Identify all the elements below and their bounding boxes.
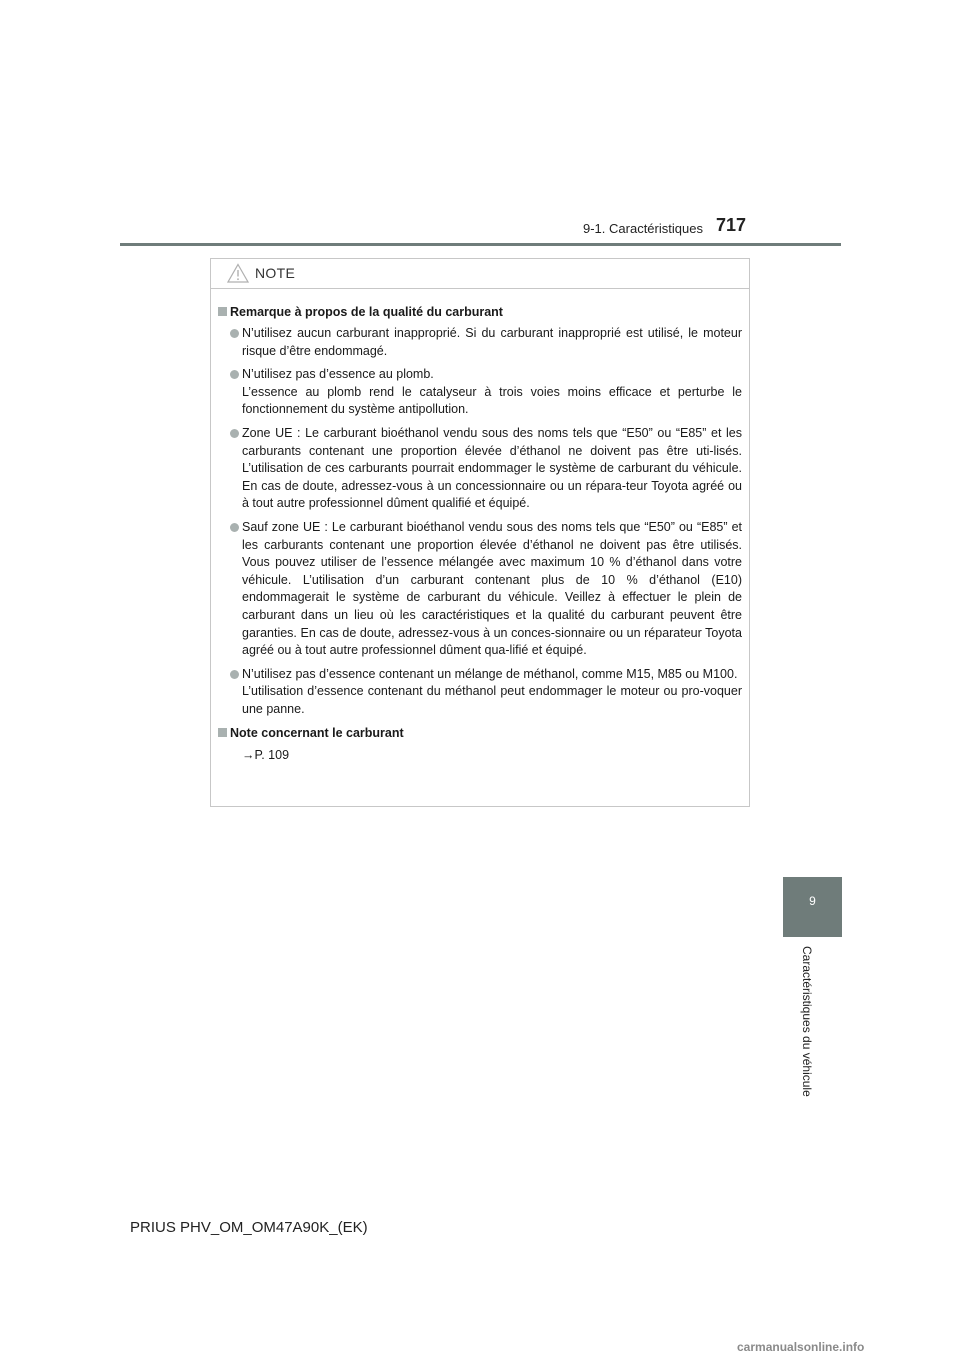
round-bullet-icon	[230, 429, 239, 438]
square-bullet-icon	[218, 307, 227, 316]
header-rule	[120, 243, 841, 246]
page-number: 717	[716, 215, 747, 235]
section-title-fuel-note: Note concernant le carburant	[218, 724, 742, 742]
list-item: Zone UE : Le carburant bioéthanol vendu sous des noms tels que “E50” ou “E85” et les carburants contenant une proportion élevée d’éthanol ne doivent pas être uti-lisés. L’utilisation de ces carburants pourrait endommager le système de carburant du véhicule. En cas de doute, adressez-vous à un concessionnaire ou un répara-teur Toyota agréé ou à tout autre professionnel dûment qualifié et équipé.	[218, 425, 742, 513]
chapter-title: Caractéristiques du véhicule	[800, 946, 814, 1097]
note-body	[211, 289, 749, 764]
list-item: Sauf zone UE : Le carburant bioéthanol vendu sous des noms tels que “E50” ou “E85” et les carburants contenant une proportion élevée d’éthanol ne doivent pas être utilisés. Vous pouvez utiliser de l’essence mélangée avec maximum 10 % d’éthanol dans votre véhicule. L’utilisation d’un carburant contenant plus de 10 % d’éthanol (E10) endommagerait le système de carburant du véhicule. Veillez à effectuer le plein de carburant dans un lieu où les caractéristiques et la qualité du carburant peuvent être garanties. En cas de doute, adressez-vous à un conces-sionnaire ou un réparateur Toyota agréé ou à tout autre professionnel dûment qua-lifié et équipé.	[218, 519, 742, 660]
page-reference-link[interactable]: →P. 109	[242, 748, 290, 763]
round-bullet-icon	[230, 670, 239, 679]
chapter-number: 9	[809, 894, 816, 908]
chapter-tab	[783, 877, 842, 937]
note-header	[211, 259, 749, 289]
warning-icon	[227, 263, 249, 283]
list-item: N’utilisez aucun carburant inapproprié. Si du carburant inapproprié est utilisé, le moteur risque d’être endommagé.	[218, 325, 742, 360]
round-bullet-icon	[230, 523, 239, 532]
footer-document-code: PRIUS PHV_OM_OM47A90K_(EK)	[130, 1219, 368, 1236]
section-heading: 9-1. Caractéristiques	[583, 221, 703, 236]
watermark: carmanualsonline.info	[737, 1340, 865, 1354]
note-label: NOTE	[255, 265, 296, 281]
list-item: N’utilisez pas d’essence contenant un mélange de méthanol, comme M15, M85 ou M100. L’utilisation d’essence contenant du méthanol peut endommager le moteur ou pro-voquer une panne.	[218, 666, 742, 719]
round-bullet-icon	[230, 370, 239, 379]
list-item: N’utilisez pas d’essence au plomb. L’essence au plomb rend le catalyseur à trois voies moins efficace et perturbe le fonctionnement du système antipollution.	[218, 366, 742, 419]
round-bullet-icon	[230, 329, 239, 338]
section-title-fuel-quality: Remarque à propos de la qualité du carburant	[218, 303, 742, 321]
square-bullet-icon	[218, 728, 227, 737]
note-box	[210, 258, 750, 807]
